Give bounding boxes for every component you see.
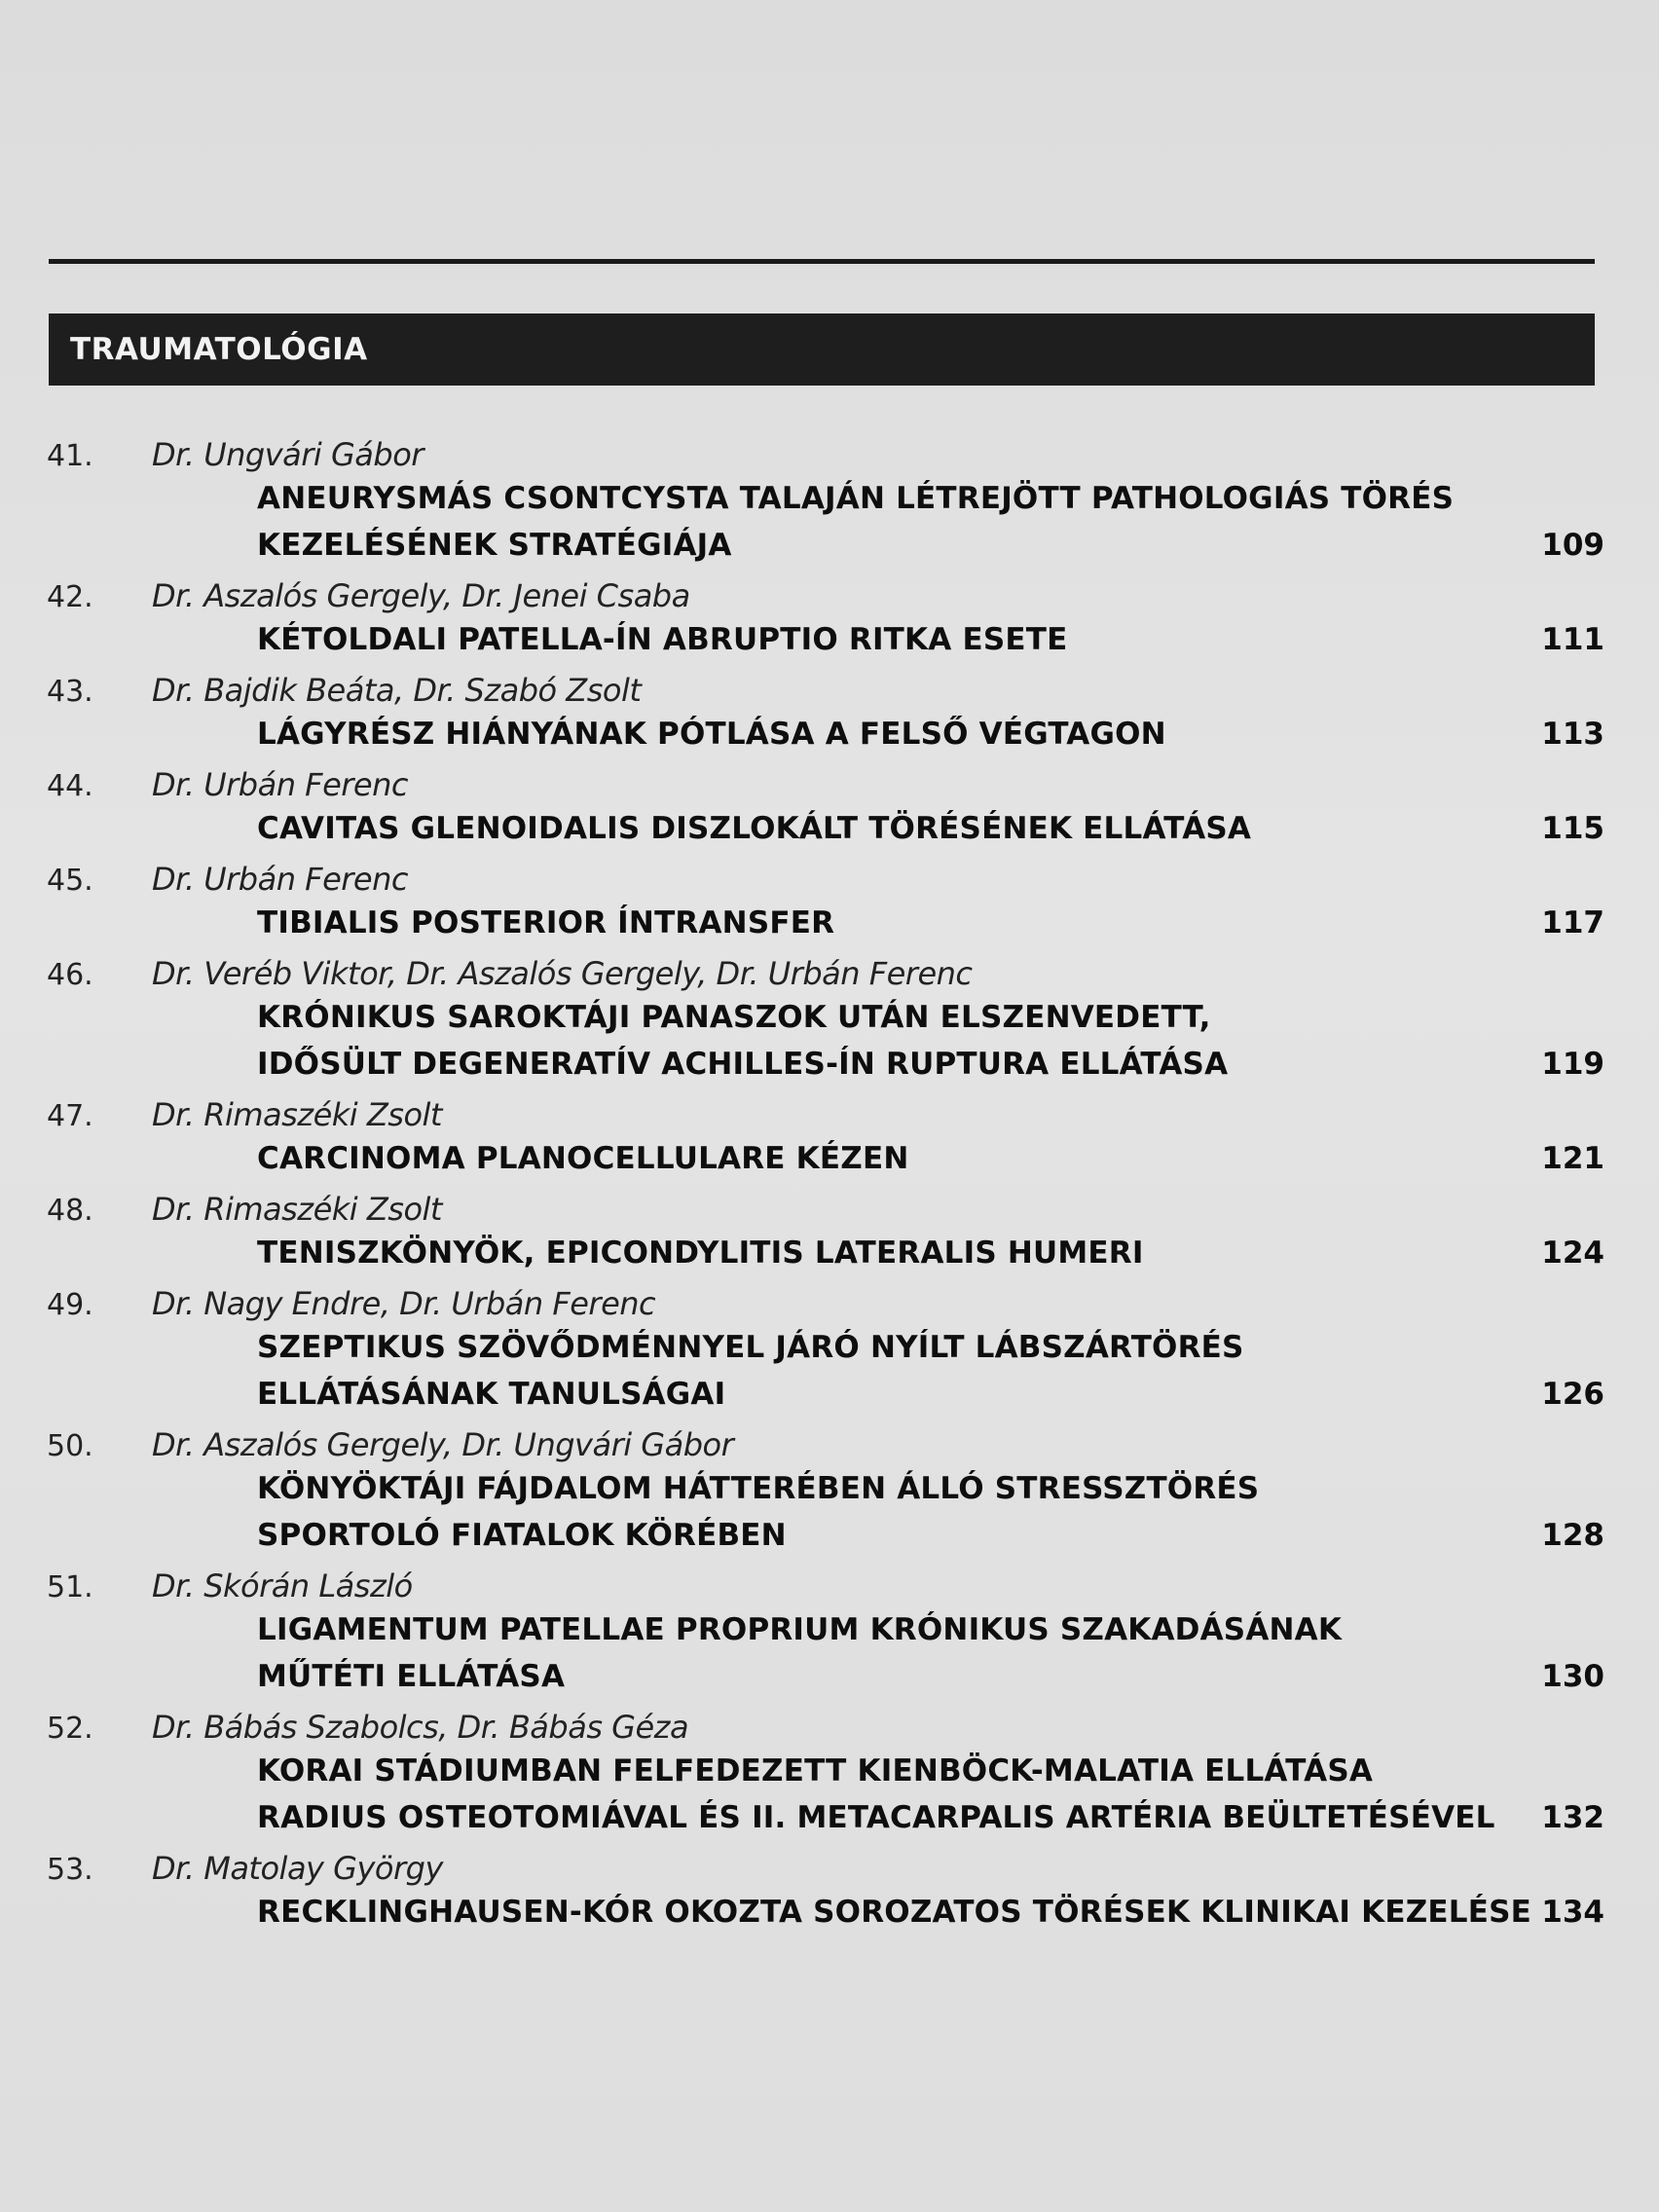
toc-entry [47, 955, 1604, 1093]
entry-authors: Dr. Urbán Ferenc [152, 766, 408, 803]
entry-page-number: 128 [1541, 1518, 1604, 1553]
entry-title: CAVITAS GLENOIDALIS DISZLOKÁLT TÖRÉSÉNEK ELLÁTÁSA [257, 811, 1252, 846]
entry-title-line [47, 1659, 1604, 1706]
toc-entry [47, 1709, 1604, 1847]
entry-page-number: 134 [1541, 1895, 1604, 1930]
toc-entry [47, 1850, 1604, 1941]
entry-title: KRÓNIKUS SAROKTÁJI PANASZOK UTÁN ELSZENVEDETT, [257, 1000, 1211, 1035]
entry-number: 50. [47, 1429, 93, 1463]
entry-title: KORAI STÁDIUMBAN FELFEDEZETT KIENBÖCK-MALATIA ELLÁTÁSA [257, 1753, 1374, 1788]
entry-title: TIBIALIS POSTERIOR ÍNTRANSFER [257, 905, 835, 940]
toc-entry-header [47, 1426, 1604, 1471]
entry-authors: Dr. Bábás Szabolcs, Dr. Bábás Géza [152, 1709, 689, 1746]
entry-authors: Dr. Aszalós Gergely, Dr. Jenei Csaba [152, 577, 690, 614]
toc-entry-header [47, 1850, 1604, 1895]
entry-page-number: 119 [1541, 1047, 1604, 1082]
entry-number: 45. [47, 864, 93, 898]
entry-page-number: 121 [1541, 1141, 1604, 1176]
entry-title-line [47, 717, 1604, 763]
toc-entry-header [47, 1096, 1604, 1141]
entry-page-number: 113 [1541, 717, 1604, 752]
entry-title-line [47, 1612, 1604, 1659]
entry-title-line [47, 1471, 1604, 1518]
entry-number: 49. [47, 1288, 93, 1322]
toc-entry-header [47, 1567, 1604, 1612]
entry-number: 52. [47, 1712, 93, 1746]
entry-authors: Dr. Veréb Viktor, Dr. Aszalós Gergely, Dr. Urbán Ferenc [152, 955, 973, 992]
toc-entry [47, 1096, 1604, 1188]
entry-number: 47. [47, 1099, 93, 1133]
toc-entry-header [47, 577, 1604, 622]
toc-entry-header [47, 1709, 1604, 1753]
entry-number: 46. [47, 958, 93, 992]
toc-entry [47, 577, 1604, 669]
toc-entry-header [47, 1191, 1604, 1235]
entry-title: KÖNYÖKTÁJI FÁJDALOM HÁTTERÉBEN ÁLLÓ STRESSZTÖRÉS [257, 1471, 1260, 1506]
toc-entry-header [47, 861, 1604, 905]
entry-number: 44. [47, 769, 93, 803]
entry-authors: Dr. Urbán Ferenc [152, 861, 408, 898]
entry-page-number: 111 [1541, 622, 1604, 657]
entry-title: RECKLINGHAUSEN-KÓR OKOZTA SOROZATOS TÖRÉSEK KLINIKAI KEZELÉSE [257, 1895, 1532, 1930]
entry-number: 53. [47, 1853, 93, 1887]
entry-title-line [47, 1235, 1604, 1282]
entry-authors: Dr. Aszalós Gergely, Dr. Ungvári Gábor [152, 1426, 734, 1463]
entry-authors: Dr. Matolay György [152, 1850, 443, 1887]
toc-entry [47, 861, 1604, 952]
entry-authors: Dr. Rimaszéki Zsolt [152, 1191, 442, 1228]
toc-entry-header [47, 766, 1604, 811]
entry-title-line [47, 1377, 1604, 1423]
entry-number: 51. [47, 1570, 93, 1604]
toc-entry-header [47, 955, 1604, 1000]
toc-entry [47, 1191, 1604, 1282]
toc-entry [47, 1285, 1604, 1423]
entry-title-line [47, 622, 1604, 669]
entry-title: IDŐSÜLT DEGENERATÍV ACHILLES-ÍN RUPTURA ELLÁTÁSA [257, 1047, 1229, 1082]
entry-title: SZEPTIKUS SZÖVŐDMÉNNYEL JÁRÓ NYÍLT LÁBSZÁRTÖRÉS [257, 1330, 1244, 1365]
toc-entry [47, 672, 1604, 763]
entry-number: 41. [47, 439, 93, 473]
top-divider [49, 259, 1595, 264]
entry-authors: Dr. Skórán László [152, 1567, 413, 1604]
entry-page-number: 109 [1541, 528, 1604, 563]
entry-page-number: 132 [1541, 1800, 1604, 1835]
entry-title-line [47, 1895, 1604, 1941]
toc-entry [47, 1426, 1604, 1565]
entry-authors: Dr. Ungvári Gábor [152, 436, 424, 473]
entry-page-number: 124 [1541, 1235, 1604, 1271]
entry-title: KEZELÉSÉNEK STRATÉGIÁJA [257, 528, 732, 563]
entry-title-line [47, 1141, 1604, 1188]
entry-number: 43. [47, 675, 93, 709]
entry-title-line [47, 811, 1604, 858]
entry-title-line [47, 1047, 1604, 1093]
entry-page-number: 126 [1541, 1377, 1604, 1412]
entry-page-number: 130 [1541, 1659, 1604, 1694]
section-title: TRAUMATOLÓGIA [70, 332, 368, 367]
section-header-bar [49, 313, 1595, 386]
entry-title: RADIUS OSTEOTOMIÁVAL ÉS II. METACARPALIS ARTÉRIA BEÜLTETÉSÉVEL [257, 1800, 1495, 1835]
entry-title: LIGAMENTUM PATELLAE PROPRIUM KRÓNIKUS SZAKADÁSÁNAK [257, 1612, 1343, 1647]
entry-number: 48. [47, 1194, 93, 1228]
entry-title: KÉTOLDALI PATELLA-ÍN ABRUPTIO RITKA ESETE [257, 622, 1068, 657]
entry-title: CARCINOMA PLANOCELLULARE KÉZEN [257, 1141, 909, 1176]
entry-title-line [47, 481, 1604, 528]
entry-title-line [47, 1753, 1604, 1800]
entry-title: ANEURYSMÁS CSONTCYSTA TALAJÁN LÉTREJÖTT PATHOLOGIÁS TÖRÉS [257, 481, 1455, 516]
entry-title: TENISZKÖNYÖK, EPICONDYLITIS LATERALIS HUMERI [257, 1235, 1144, 1271]
toc-entry [47, 766, 1604, 858]
entry-title-line [47, 528, 1604, 574]
entry-page-number: 117 [1541, 905, 1604, 940]
entry-authors: Dr. Nagy Endre, Dr. Urbán Ferenc [152, 1285, 656, 1322]
entry-title-line [47, 1518, 1604, 1565]
entry-title-line [47, 905, 1604, 952]
entry-title: SPORTOLÓ FIATALOK KÖRÉBEN [257, 1518, 787, 1553]
toc-entry [47, 436, 1604, 574]
toc-entry [47, 1567, 1604, 1706]
entry-authors: Dr. Rimaszéki Zsolt [152, 1096, 442, 1133]
entry-title-line [47, 1330, 1604, 1377]
entry-title: LÁGYRÉSZ HIÁNYÁNAK PÓTLÁSA A FELSŐ VÉGTAGON [257, 717, 1166, 752]
entry-title: MŰTÉTI ELLÁTÁSA [257, 1659, 566, 1694]
entry-number: 42. [47, 580, 93, 614]
toc-entry-header [47, 436, 1604, 481]
entry-title: ELLÁTÁSÁNAK TANULSÁGAI [257, 1377, 726, 1412]
entry-title-line [47, 1800, 1604, 1847]
table-of-contents [47, 436, 1604, 1944]
toc-entry-header [47, 1285, 1604, 1330]
entry-page-number: 115 [1541, 811, 1604, 846]
entry-authors: Dr. Bajdik Beáta, Dr. Szabó Zsolt [152, 672, 642, 709]
entry-title-line [47, 1000, 1604, 1047]
toc-entry-header [47, 672, 1604, 717]
